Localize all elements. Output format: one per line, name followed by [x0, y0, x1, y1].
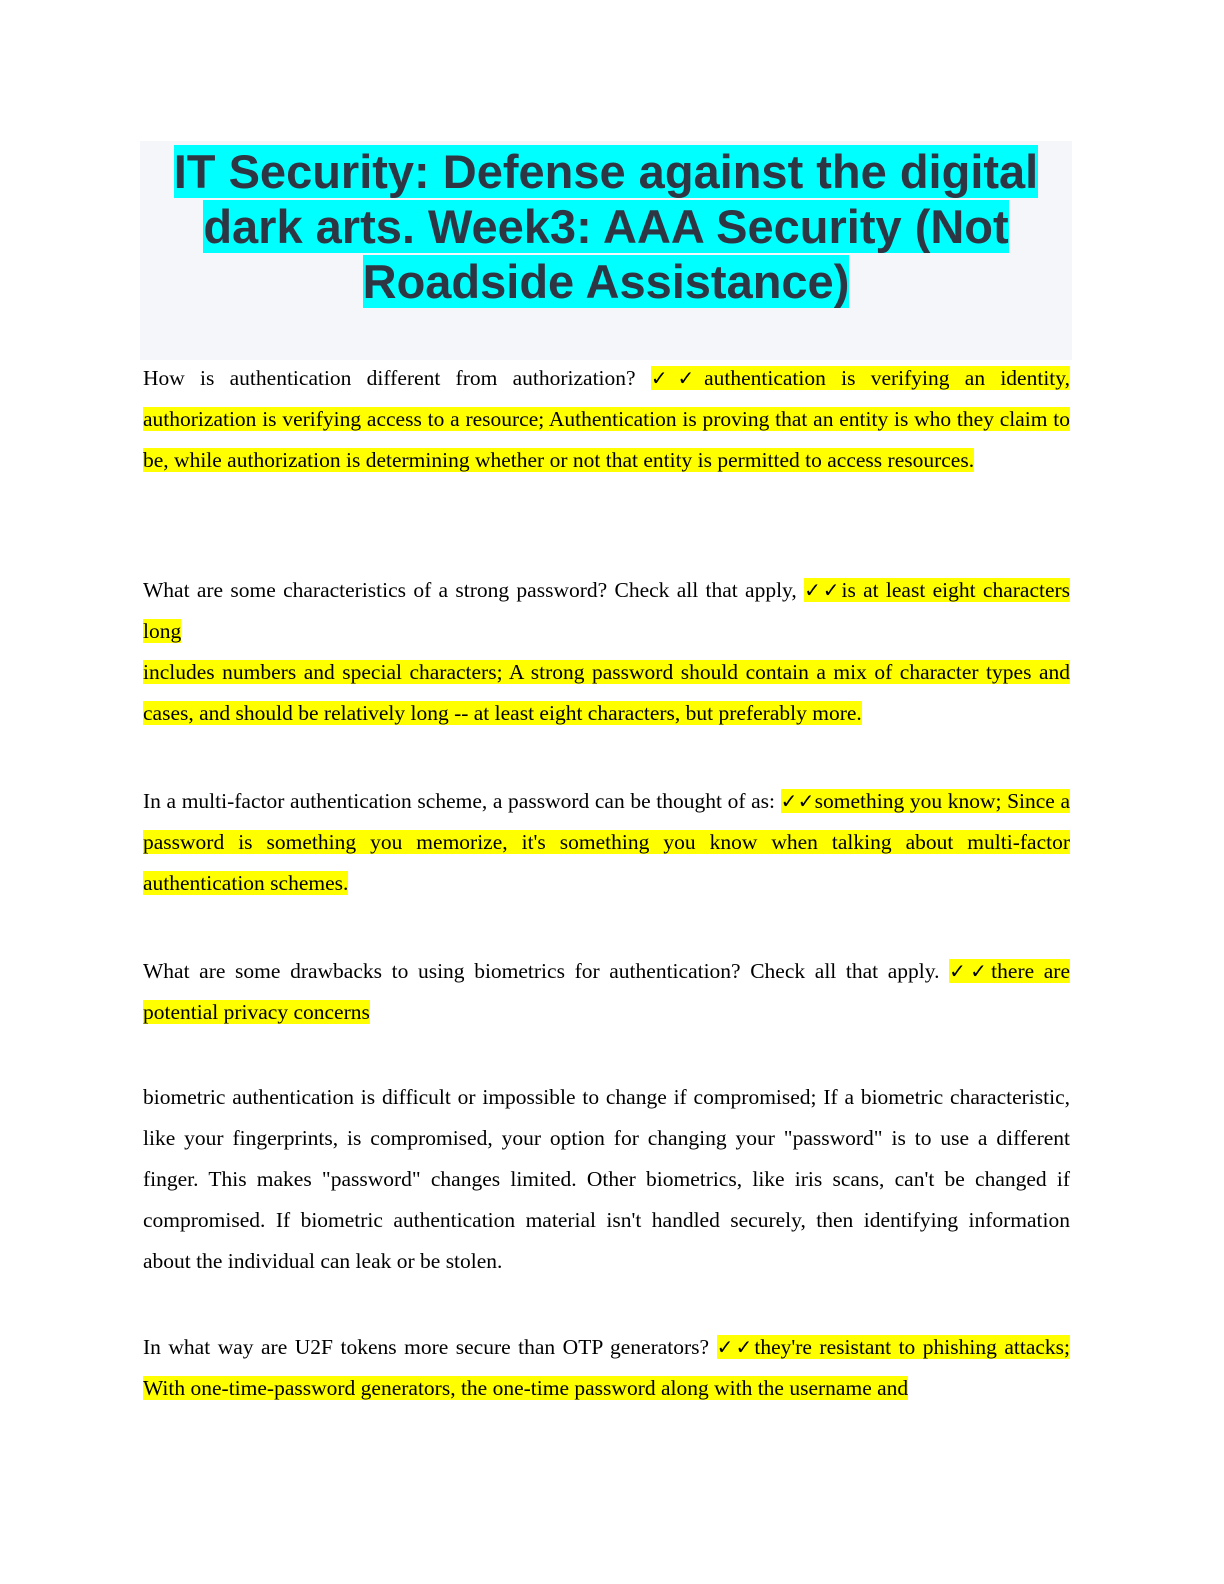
qa-block-2 — [143, 570, 1070, 734]
title-line-1: IT Security: Defense against the digital — [173, 145, 1039, 198]
question-text: In a multi-factor authentication scheme, a password can be thought of as: — [143, 789, 775, 813]
qa-block-1 — [143, 358, 1070, 481]
answer-text: something you know; Since a password is something you memorize, it's something you know when talking about multi-factor authentication schemes. — [143, 789, 1071, 895]
question-text: How is authentication different from authorization? — [143, 366, 636, 390]
page-title — [140, 144, 1072, 309]
double-check-icon: ✓✓ — [804, 578, 842, 602]
double-check-icon: ✓✓ — [780, 789, 815, 813]
qa-block-4-explanation: biometric authentication is difficult or impossible to change if compromised; If a biometric characteristic, like your fingerprints, is compromised, your option for changing your "password" is to use a different finger. This makes "password" changes limited. Other biometrics, like iris scans, can't be changed if compromised. If biometric authentication material isn't handled securely, then identifying information about the individual can leak or be stolen. — [143, 1085, 1070, 1273]
double-check-icon: ✓✓ — [949, 959, 992, 983]
title-line-3: Roadside Assistance) — [362, 255, 850, 308]
answer-text: authentication is verifying an identity, authorization is verifying access to a resource; Authentication is proving that an entity is who they claim to be, while authorization is determining whether or not that entity is permitted to access resources. — [143, 366, 1070, 472]
qa-block-5 — [143, 1327, 1070, 1409]
title-line-2: dark arts. Week3: AAA Security (Not — [203, 200, 1009, 253]
question-text: What are some characteristics of a strong password? Check all that apply, — [143, 578, 797, 602]
double-check-icon: ✓✓ — [650, 366, 705, 390]
qa-block-3 — [143, 781, 1070, 904]
answer-text: there are potential privacy concerns — [143, 959, 1071, 1024]
qa-block-4 — [143, 951, 1070, 1033]
answer-text: is at least eight characters long — [143, 578, 1071, 643]
question-text: In what way are U2F tokens more secure than OTP generators? — [143, 1335, 710, 1359]
answer-text-continued: includes numbers and special characters; A strong password should contain a mix of character types and cases, and should be relatively long -- at least eight characters, but preferably more. — [143, 660, 1070, 725]
answer-text: they're resistant to phishing attacks; With one-time-password generators, the one-time password along with the username and — [143, 1335, 1071, 1400]
title-banner — [140, 141, 1072, 360]
question-text: What are some drawbacks to using biometrics for authentication? Check all that apply. — [143, 959, 940, 983]
double-check-icon: ✓✓ — [716, 1335, 755, 1359]
